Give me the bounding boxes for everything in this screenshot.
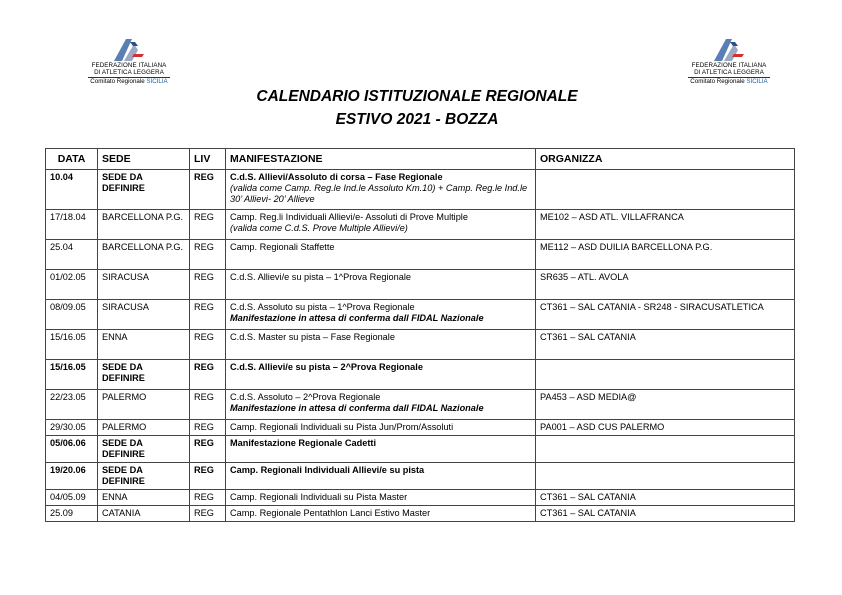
logo-line-3: Comitato Regionale SICILIA [88, 77, 170, 86]
logo-line-1: FEDERAZIONE ITALIANA [691, 62, 767, 69]
document-subtitle: ESTIVO 2021 - BOZZA [335, 111, 499, 128]
cell-organizza: ME102 – ASD ATL. VILLAFRANCA [536, 210, 795, 240]
cell-sede: SEDE DA DEFINIRE [98, 170, 190, 210]
cell-organizza: SR635 – ATL. AVOLA [536, 270, 795, 300]
cell-manifestazione [226, 420, 536, 436]
cell-liv: REG [190, 360, 226, 390]
cell-organizza [536, 463, 795, 490]
cell-sede: ENNA [98, 330, 190, 360]
table-row [46, 330, 795, 360]
event-note: (valida come C.d.S. Prove Multiple Allievi/e) [230, 223, 408, 233]
cell-liv: REG [190, 170, 226, 210]
table-row [46, 300, 795, 330]
cell-data: 17/18.04 [46, 210, 98, 240]
event-name: C.d.S. Assoluto – 2^Prova Regionale [230, 392, 381, 402]
fidal-logo-left [84, 36, 174, 86]
table-row [46, 270, 795, 300]
cell-manifestazione [226, 360, 536, 390]
cell-data: 05/06.06 [46, 436, 98, 463]
cell-sede: SIRACUSA [98, 300, 190, 330]
header-liv: LIV [190, 149, 226, 170]
calendar-table [45, 148, 795, 522]
event-note: (valida come Camp. Reg.le Ind.le Assoluto Km.10) + Camp. Reg.le Ind.le 30’ Allievi- 20’ Allieve [230, 183, 528, 204]
event-name: C.d.S. Allievi/Assoluto di corsa – Fase Regionale [230, 172, 443, 182]
cell-liv: REG [190, 330, 226, 360]
cell-manifestazione [226, 170, 536, 210]
event-name: C.d.S. Allievi/e su pista – 2^Prova Regionale [230, 362, 423, 372]
cell-data: 04/05.09 [46, 490, 98, 506]
cell-sede: ENNA [98, 490, 190, 506]
cell-data: 25.09 [46, 506, 98, 522]
cell-data: 08/09.05 [46, 300, 98, 330]
logo-line-3: Comitato Regionale SICILIA [688, 77, 770, 86]
event-name: Camp. Regionali Individuali Allievi/e su pista [230, 465, 425, 475]
cell-organizza [536, 360, 795, 390]
table-row [46, 240, 795, 270]
event-name: C.d.S. Master su pista – Fase Regionale [230, 332, 395, 342]
event-name: Manifestazione Regionale Cadetti [230, 438, 377, 448]
cell-manifestazione [226, 490, 536, 506]
event-name: Camp. Regionali Individuali su Pista Jun/Prom/Assoluti [230, 422, 454, 432]
cell-liv: REG [190, 240, 226, 270]
cell-manifestazione [226, 240, 536, 270]
cell-organizza: CT361 – SAL CATANIA [536, 506, 795, 522]
event-name: C.d.S. Allievi/e su pista – 1^Prova Regionale [230, 272, 412, 282]
event-name: Camp. Regionali Staffette [230, 242, 335, 252]
event-name: C.d.S. Assoluto su pista – 1^Prova Regionale [230, 302, 415, 312]
cell-organizza: CT361 – SAL CATANIA - SR248 - SIRACUSATLETICA [536, 300, 795, 330]
cell-liv: REG [190, 463, 226, 490]
event-note: Manifestazione in attesa di conferma dall FIDAL Nazionale [230, 403, 484, 413]
logo-line-2: DI ATLETICA LEGGERA [694, 69, 764, 76]
cell-data: 29/30.05 [46, 420, 98, 436]
cell-organizza: PA453 – ASD MEDIA@ [536, 390, 795, 420]
cell-organizza [536, 436, 795, 463]
table-row [46, 436, 795, 463]
event-name: Camp. Reg.li Individuali Allievi/e- Assoluti di Prove Multiple [230, 212, 468, 222]
logo-line-2: DI ATLETICA LEGGERA [94, 69, 164, 76]
table-row [46, 210, 795, 240]
cell-data: 25.04 [46, 240, 98, 270]
cell-manifestazione [226, 436, 536, 463]
cell-organizza: CT361 – SAL CATANIA [536, 330, 795, 360]
cell-organizza: ME112 – ASD DUILIA BARCELLONA P.G. [536, 240, 795, 270]
table-header-row [46, 149, 795, 170]
cell-manifestazione [226, 463, 536, 490]
table-row [46, 360, 795, 390]
cell-sede: CATANIA [98, 506, 190, 522]
event-note: Manifestazione in attesa di conferma dall FIDAL Nazionale [230, 313, 484, 323]
cell-liv: REG [190, 210, 226, 240]
cell-data: 19/20.06 [46, 463, 98, 490]
cell-manifestazione [226, 506, 536, 522]
table-row [46, 390, 795, 420]
table-row [46, 490, 795, 506]
cell-sede: SEDE DA DEFINIRE [98, 436, 190, 463]
cell-data: 15/16.05 [46, 330, 98, 360]
table-row [46, 463, 795, 490]
cell-organizza: PA001 – ASD CUS PALERMO [536, 420, 795, 436]
cell-sede: SEDE DA DEFINIRE [98, 463, 190, 490]
cell-liv: REG [190, 420, 226, 436]
cell-manifestazione [226, 330, 536, 360]
header-sede: SEDE [98, 149, 190, 170]
table-row [46, 170, 795, 210]
cell-liv: REG [190, 270, 226, 300]
header-manifestazione: MANIFESTAZIONE [226, 149, 536, 170]
fidal-emblem-icon [712, 36, 746, 62]
cell-sede: PALERMO [98, 420, 190, 436]
logo-line-1: FEDERAZIONE ITALIANA [91, 62, 167, 69]
cell-liv: REG [190, 490, 226, 506]
cell-data: 10.04 [46, 170, 98, 210]
event-name: Camp. Regionale Pentathlon Lanci Estivo Master [230, 508, 431, 518]
cell-data: 22/23.05 [46, 390, 98, 420]
cell-manifestazione [226, 300, 536, 330]
cell-sede: BARCELLONA P.G. [98, 210, 190, 240]
cell-sede: BARCELLONA P.G. [98, 240, 190, 270]
cell-liv: REG [190, 436, 226, 463]
cell-sede: SIRACUSA [98, 270, 190, 300]
cell-data: 15/16.05 [46, 360, 98, 390]
cell-manifestazione [226, 210, 536, 240]
cell-manifestazione [226, 390, 536, 420]
header-organizza: ORGANIZZA [536, 149, 795, 170]
cell-data: 01/02.05 [46, 270, 98, 300]
event-name: Camp. Regionali Individuali su Pista Master [230, 492, 408, 502]
header-data: DATA [46, 149, 98, 170]
cell-liv: REG [190, 300, 226, 330]
cell-organizza: CT361 – SAL CATANIA [536, 490, 795, 506]
fidal-emblem-icon [112, 36, 146, 62]
table-row [46, 420, 795, 436]
cell-liv: REG [190, 506, 226, 522]
table-row [46, 506, 795, 522]
document-title: CALENDARIO ISTITUZIONALE REGIONALE [256, 88, 578, 105]
cell-sede: SEDE DA DEFINIRE [98, 360, 190, 390]
cell-organizza [536, 170, 795, 210]
fidal-logo-right [684, 36, 774, 86]
cell-manifestazione [226, 270, 536, 300]
cell-sede: PALERMO [98, 390, 190, 420]
cell-liv: REG [190, 390, 226, 420]
